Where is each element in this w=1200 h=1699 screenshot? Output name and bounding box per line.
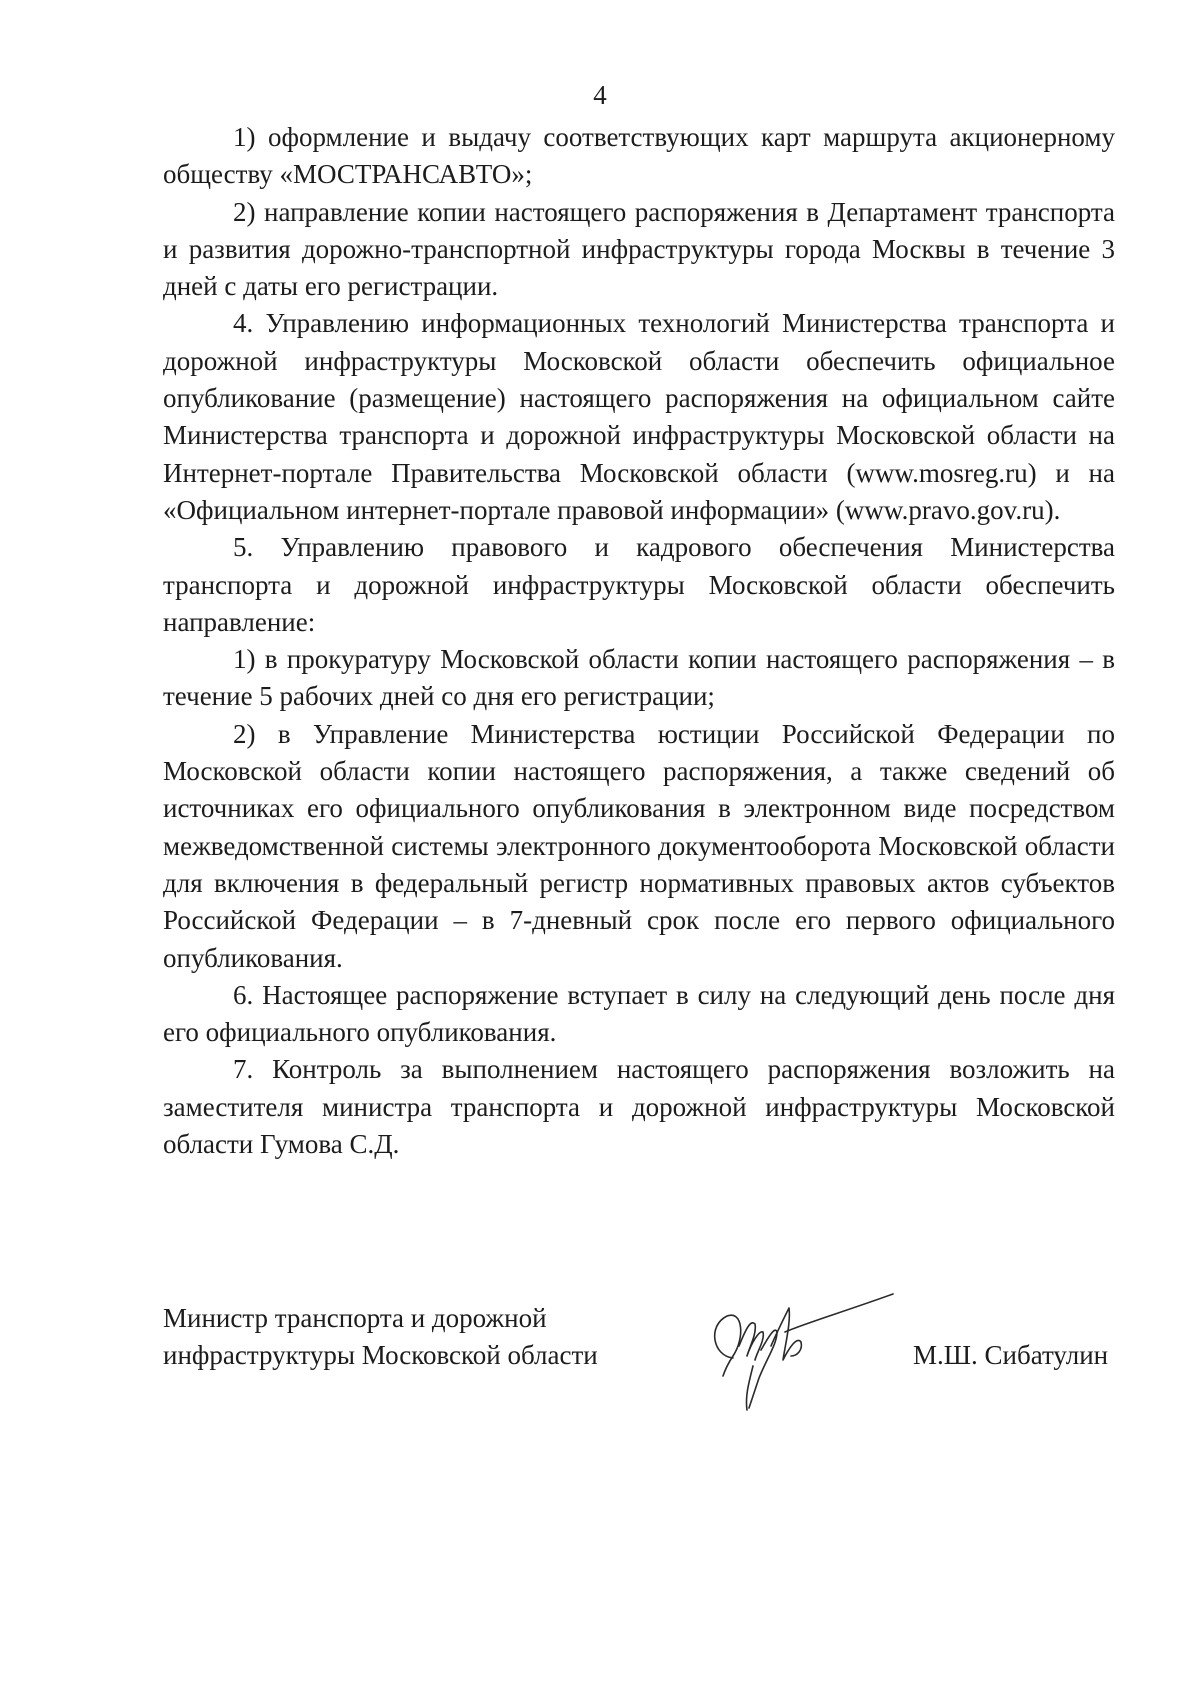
paragraph-4: 4. Управлению информационных технологий Министерства транспорта и дорожной инфраструктуры Московской области обеспечить официальное опубликование (размещение) настоящего распоряжения на официальном сайте Министерства транспорта и дорожной инфраструктуры Московской области на Интернет-портале Правительства Московской области (www.mosreg.ru) и на «Официальном интернет-портале правовой информации» (www.pravo.gov.ru). <box>163 308 1115 525</box>
document-body <box>163 119 1115 1163</box>
paragraph-6: 6. Настоящее распоряжение вступает в силу на следующий день после дня его официального опубликования. <box>163 979 1115 1048</box>
signatory-name: М.Ш. Сибатулин <box>913 1340 1109 1370</box>
signature-block <box>163 1300 1133 1410</box>
paragraph-item-5-2: 2) в Управление Министерства юстиции Российской Федерации по Московской области копии настоящего распоряжения, а также сведений об источниках его официального опубликования в электронном виде посредством межведомственной системы электронного документооборота Московской области для включения в федеральный регистр нормативных правовых актов субъектов Российской Федерации – в 7-дневный срок после его первого официального опубликования. <box>163 718 1115 973</box>
signatory-title-line1: Министр транспорта и дорожной <box>163 1303 547 1333</box>
paragraph-item-5-1: 1) в прокуратуру Московской области копии настоящего распоряжения – в течение 5 рабочих дней со дня его регистрации; <box>163 644 1115 712</box>
paragraph-5: 5. Управлению правового и кадрового обеспечения Министерства транспорта и дорожной инфраструктуры Московской области обеспечить направление: <box>163 532 1115 637</box>
paragraph-item-3-1: 1) оформление и выдачу соответствующих карт маршрута акционерному обществу «МОСТРАНСАВТО»; <box>163 122 1115 190</box>
signatory-title-line2: инфраструктуры Московской области <box>163 1340 598 1371</box>
signatory-title <box>163 1300 598 1375</box>
paragraph-item-3-2: 2) направление копии настоящего распоряжения в Департамент транспорта и развития дорожно-транспортной инфраструктуры города Москвы в течение 3 дней с даты его регистрации. <box>163 196 1115 302</box>
paragraph-7: 7. Контроль за выполнением настоящего распоряжения возложить на заместителя министра транспорта и дорожной инфраструктуры Московской области Гумова С.Д. <box>163 1054 1115 1160</box>
page-number: 4 <box>593 80 607 110</box>
handwritten-signature <box>693 1286 903 1416</box>
